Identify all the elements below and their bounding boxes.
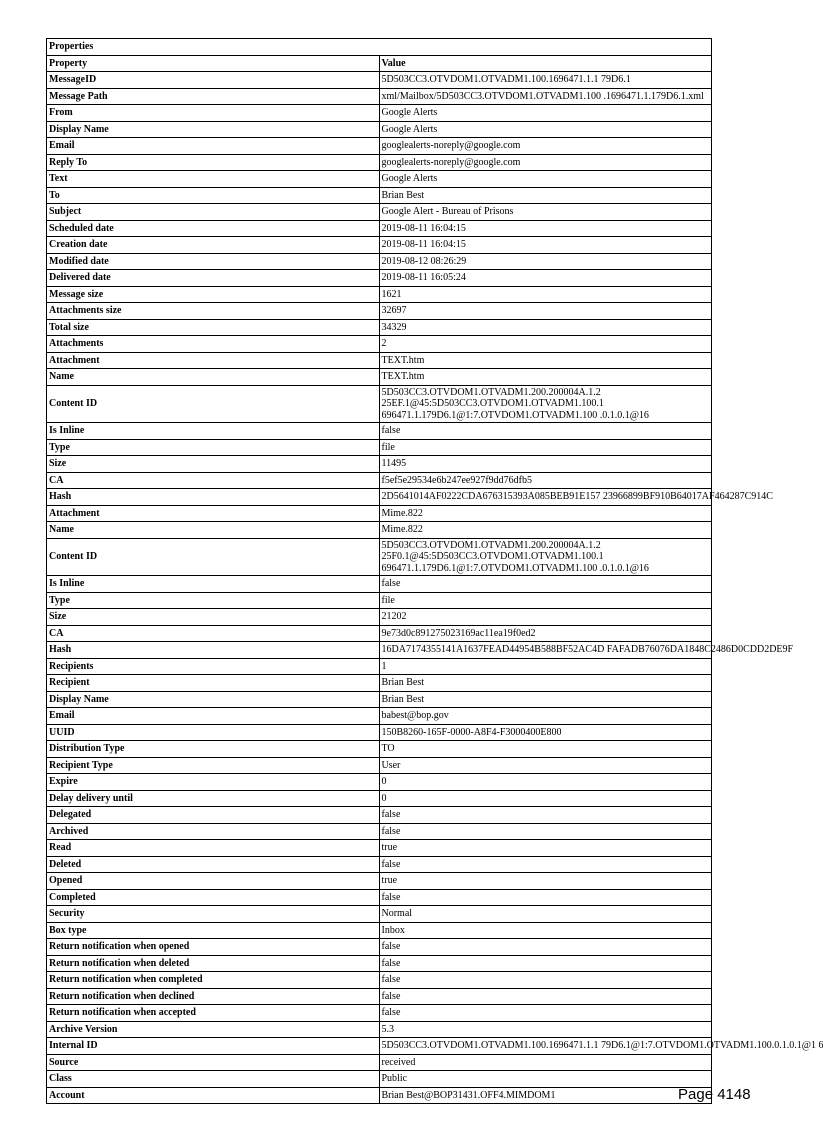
property-value: false bbox=[379, 988, 712, 1005]
property-name: Modified date bbox=[47, 253, 380, 270]
table-row bbox=[47, 505, 712, 522]
property-value: User bbox=[379, 757, 712, 774]
table-row bbox=[47, 522, 712, 539]
property-value: Mime.822 bbox=[379, 522, 712, 539]
page-number: Page 4148 bbox=[678, 1086, 751, 1103]
property-value: googlealerts-noreply@google.com bbox=[379, 138, 712, 155]
table-row bbox=[47, 121, 712, 138]
property-name: Email bbox=[47, 138, 380, 155]
table-row bbox=[47, 658, 712, 675]
property-name: Attachment bbox=[47, 352, 380, 369]
property-name: Recipient Type bbox=[47, 757, 380, 774]
property-value: xml/Mailbox/5D503CC3.OTVDOM1.OTVADM1.100 .1696471.1.179D6.1.xml bbox=[379, 88, 712, 105]
table-row bbox=[47, 538, 712, 576]
table-row bbox=[47, 286, 712, 303]
property-value: Normal bbox=[379, 906, 712, 923]
table-title-row bbox=[47, 39, 712, 56]
table-row bbox=[47, 369, 712, 386]
property-value: 0 bbox=[379, 774, 712, 791]
property-value: false bbox=[379, 423, 712, 440]
property-name: Hash bbox=[47, 489, 380, 506]
table-row bbox=[47, 472, 712, 489]
table-row bbox=[47, 988, 712, 1005]
table-row bbox=[47, 708, 712, 725]
table-row bbox=[47, 840, 712, 857]
property-name: Subject bbox=[47, 204, 380, 221]
property-value: true bbox=[379, 873, 712, 890]
property-name: Delay delivery until bbox=[47, 790, 380, 807]
table-row bbox=[47, 270, 712, 287]
property-value: googlealerts-noreply@google.com bbox=[379, 154, 712, 171]
property-name: Security bbox=[47, 906, 380, 923]
property-name: Expire bbox=[47, 774, 380, 791]
table-row bbox=[47, 675, 712, 692]
table-row bbox=[47, 187, 712, 204]
table-row bbox=[47, 1054, 712, 1071]
table-row bbox=[47, 423, 712, 440]
property-name: Deleted bbox=[47, 856, 380, 873]
property-name: Message size bbox=[47, 286, 380, 303]
table-row bbox=[47, 88, 712, 105]
property-value: false bbox=[379, 939, 712, 956]
property-name: Content ID bbox=[47, 538, 380, 576]
table-row bbox=[47, 807, 712, 824]
table-row bbox=[47, 489, 712, 506]
property-name: Read bbox=[47, 840, 380, 857]
table-row bbox=[47, 774, 712, 791]
property-name: Return notification when deleted bbox=[47, 955, 380, 972]
property-name: Class bbox=[47, 1071, 380, 1088]
property-value: false bbox=[379, 856, 712, 873]
property-value: Public bbox=[379, 1071, 712, 1088]
table-row bbox=[47, 790, 712, 807]
property-value: false bbox=[379, 576, 712, 593]
table-row bbox=[47, 439, 712, 456]
property-name: Type bbox=[47, 592, 380, 609]
header-value: Value bbox=[379, 55, 712, 72]
property-value: 21202 bbox=[379, 609, 712, 626]
table-row bbox=[47, 1087, 712, 1104]
property-name: Creation date bbox=[47, 237, 380, 254]
property-name: Text bbox=[47, 171, 380, 188]
property-name: Archive Version bbox=[47, 1021, 380, 1038]
property-name: Opened bbox=[47, 873, 380, 890]
property-value: TEXT.htm bbox=[379, 352, 712, 369]
property-value: Brian Best bbox=[379, 691, 712, 708]
table-row bbox=[47, 576, 712, 593]
property-name: Recipients bbox=[47, 658, 380, 675]
property-value: 0 bbox=[379, 790, 712, 807]
table-row bbox=[47, 1021, 712, 1038]
property-value: 2D5641014AF0222CDA676315393A085BEB91E157 23966899BF910B64017AF464287C914C bbox=[379, 489, 712, 506]
property-value: TEXT.htm bbox=[379, 369, 712, 386]
table-row bbox=[47, 757, 712, 774]
property-value: 2019-08-12 08:26:29 bbox=[379, 253, 712, 270]
property-value: 2 bbox=[379, 336, 712, 353]
property-name: Return notification when opened bbox=[47, 939, 380, 956]
table-row bbox=[47, 922, 712, 939]
table-row bbox=[47, 72, 712, 89]
property-name: Display Name bbox=[47, 121, 380, 138]
property-value: false bbox=[379, 807, 712, 824]
property-name: Delivered date bbox=[47, 270, 380, 287]
table-row bbox=[47, 319, 712, 336]
table-row bbox=[47, 352, 712, 369]
property-value: 5D503CC3.OTVDOM1.OTVADM1.200.200004A.1.2 25F0.1@45:5D503CC3.OTVDOM1.OTVADM1.100.1 696471.1.179D6.1@1:7.OTVDOM1.OTVADM1.100 .0.1.0.1@16 bbox=[379, 538, 712, 576]
property-value: Google Alert - Bureau of Prisons bbox=[379, 204, 712, 221]
property-value: 32697 bbox=[379, 303, 712, 320]
property-name: Content ID bbox=[47, 385, 380, 423]
table-row bbox=[47, 220, 712, 237]
property-value: false bbox=[379, 1005, 712, 1022]
property-name: Attachments bbox=[47, 336, 380, 353]
table-header-row bbox=[47, 55, 712, 72]
property-value: 5D503CC3.OTVDOM1.OTVADM1.100.1696471.1.1 79D6.1 bbox=[379, 72, 712, 89]
property-name: Name bbox=[47, 522, 380, 539]
property-value: 1621 bbox=[379, 286, 712, 303]
property-value: 150B8260-165F-0000-A8F4-F3000400E800 bbox=[379, 724, 712, 741]
table-row bbox=[47, 592, 712, 609]
property-value: Brian Best bbox=[379, 675, 712, 692]
table-row bbox=[47, 642, 712, 659]
property-name: Return notification when accepted bbox=[47, 1005, 380, 1022]
property-name: Total size bbox=[47, 319, 380, 336]
property-name: Attachment bbox=[47, 505, 380, 522]
property-name: Size bbox=[47, 456, 380, 473]
property-value: Inbox bbox=[379, 922, 712, 939]
property-name: Attachments size bbox=[47, 303, 380, 320]
table-row bbox=[47, 456, 712, 473]
property-value: 2019-08-11 16:05:24 bbox=[379, 270, 712, 287]
table-row bbox=[47, 823, 712, 840]
property-value: Brian Best@BOP31431.OFF4.MIMDOM1 bbox=[379, 1087, 712, 1104]
table-row bbox=[47, 873, 712, 890]
property-name: Return notification when declined bbox=[47, 988, 380, 1005]
property-name: Email bbox=[47, 708, 380, 725]
property-value: 2019-08-11 16:04:15 bbox=[379, 220, 712, 237]
property-value: Brian Best bbox=[379, 187, 712, 204]
table-row bbox=[47, 154, 712, 171]
property-value: false bbox=[379, 889, 712, 906]
table-row bbox=[47, 939, 712, 956]
table-row bbox=[47, 1005, 712, 1022]
table-row bbox=[47, 609, 712, 626]
property-name: Box type bbox=[47, 922, 380, 939]
table-row bbox=[47, 724, 712, 741]
property-name: Source bbox=[47, 1054, 380, 1071]
property-value: 1 bbox=[379, 658, 712, 675]
property-name: Message Path bbox=[47, 88, 380, 105]
property-value: f5ef5e29534e6b247ee927f9dd76dfb5 bbox=[379, 472, 712, 489]
table-row bbox=[47, 138, 712, 155]
property-value: false bbox=[379, 955, 712, 972]
property-name: MessageID bbox=[47, 72, 380, 89]
table-row bbox=[47, 856, 712, 873]
property-value: 11495 bbox=[379, 456, 712, 473]
table-row bbox=[47, 336, 712, 353]
property-value: Google Alerts bbox=[379, 171, 712, 188]
table-row bbox=[47, 237, 712, 254]
property-value: TO bbox=[379, 741, 712, 758]
property-name: Scheduled date bbox=[47, 220, 380, 237]
table-row bbox=[47, 691, 712, 708]
table-row bbox=[47, 253, 712, 270]
property-value: file bbox=[379, 592, 712, 609]
table-row bbox=[47, 741, 712, 758]
property-name: Internal ID bbox=[47, 1038, 380, 1055]
property-value: Google Alerts bbox=[379, 105, 712, 122]
property-value: false bbox=[379, 972, 712, 989]
header-property: Property bbox=[47, 55, 380, 72]
table-row bbox=[47, 1071, 712, 1088]
property-name: Distribution Type bbox=[47, 741, 380, 758]
property-value: 5D503CC3.OTVDOM1.OTVADM1.100.1696471.1.1 79D6.1@1:7.OTVDOM1.OTVADM1.100.0.1.0.1@1 6 bbox=[379, 1038, 712, 1055]
property-name: CA bbox=[47, 625, 380, 642]
property-name: Is Inline bbox=[47, 576, 380, 593]
property-value: 2019-08-11 16:04:15 bbox=[379, 237, 712, 254]
table-row bbox=[47, 906, 712, 923]
property-value: Google Alerts bbox=[379, 121, 712, 138]
property-name: Type bbox=[47, 439, 380, 456]
property-name: CA bbox=[47, 472, 380, 489]
property-value: 9e73d0c891275023169ac11ea19f0ed2 bbox=[379, 625, 712, 642]
table-row bbox=[47, 889, 712, 906]
property-name: Is Inline bbox=[47, 423, 380, 440]
property-name: UUID bbox=[47, 724, 380, 741]
table-row bbox=[47, 303, 712, 320]
property-name: Account bbox=[47, 1087, 380, 1104]
property-name: Recipient bbox=[47, 675, 380, 692]
table-title: Properties bbox=[47, 39, 712, 56]
property-name: Hash bbox=[47, 642, 380, 659]
property-name: Return notification when completed bbox=[47, 972, 380, 989]
property-value: Mime.822 bbox=[379, 505, 712, 522]
property-name: Size bbox=[47, 609, 380, 626]
property-value: babest@bop.gov bbox=[379, 708, 712, 725]
table-row bbox=[47, 972, 712, 989]
property-name: Completed bbox=[47, 889, 380, 906]
property-name: From bbox=[47, 105, 380, 122]
property-value: 5D503CC3.OTVDOM1.OTVADM1.200.200004A.1.2 25EF.1@45:5D503CC3.OTVDOM1.OTVADM1.100.1 696471.1.179D6.1@1:7.OTVDOM1.OTVADM1.100 .0.1.0.1@16 bbox=[379, 385, 712, 423]
property-value: false bbox=[379, 823, 712, 840]
property-name: Reply To bbox=[47, 154, 380, 171]
property-value: true bbox=[379, 840, 712, 857]
property-name: To bbox=[47, 187, 380, 204]
table-row bbox=[47, 204, 712, 221]
property-name: Delegated bbox=[47, 807, 380, 824]
property-name: Archived bbox=[47, 823, 380, 840]
property-name: Name bbox=[47, 369, 380, 386]
property-value: file bbox=[379, 439, 712, 456]
property-value: 16DA7174355141A1637FEAD44954B588BF52AC4D FAFADB76076DA1848C2486D0CDD2DE9F bbox=[379, 642, 712, 659]
table-row bbox=[47, 955, 712, 972]
property-name: Display Name bbox=[47, 691, 380, 708]
property-value: 34329 bbox=[379, 319, 712, 336]
property-value: received bbox=[379, 1054, 712, 1071]
table-row bbox=[47, 385, 712, 423]
table-row bbox=[47, 105, 712, 122]
table-row bbox=[47, 171, 712, 188]
table-row bbox=[47, 625, 712, 642]
table-row bbox=[47, 1038, 712, 1055]
property-value: 5.3 bbox=[379, 1021, 712, 1038]
